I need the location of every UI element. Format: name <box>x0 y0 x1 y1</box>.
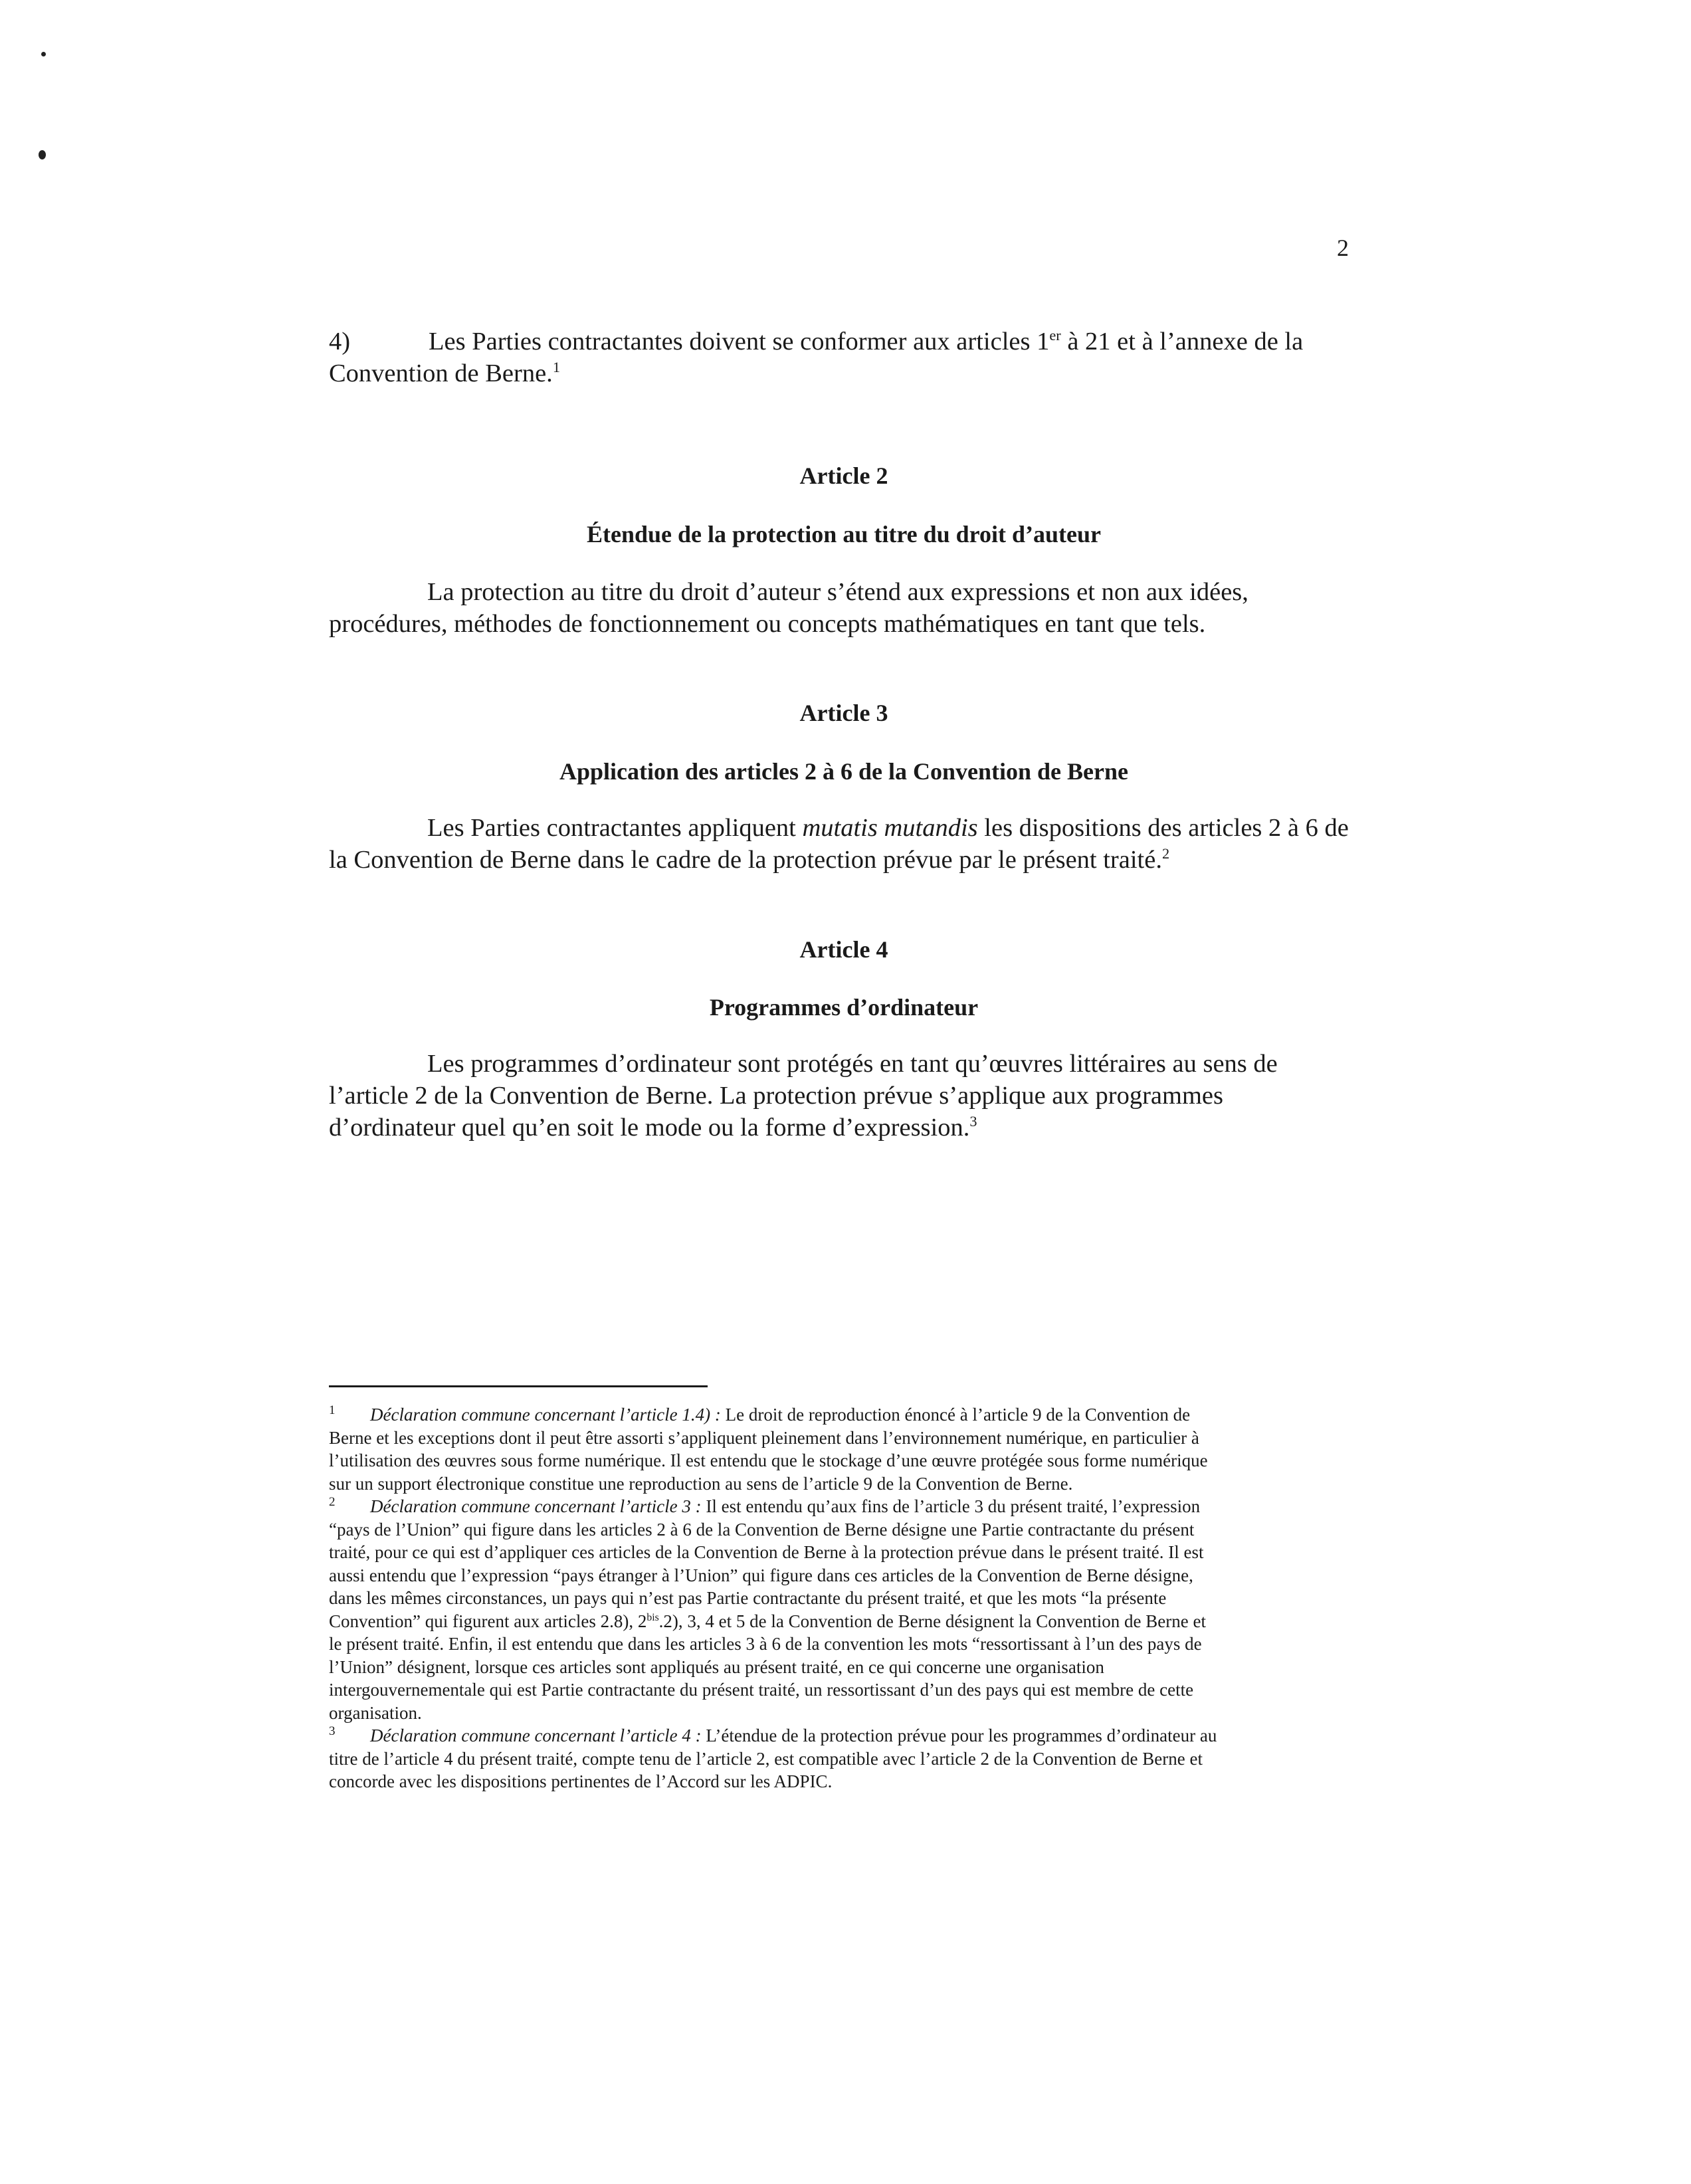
footnote-2: 2 Déclaration commune concernant l’article 3 : Il est entendu qu’aux fins de l’article 3 du présent traité, l’expression “pays de l’Union” qui figure dans les articles 2 à 6 de la Convention de Berne désigne une Partie contractante du présent traité, pour ce qui est d’appliquer ces articles de la Convention de Berne à la protection prévue dans le présent traité. Il est aussi entendu que l’expression “pays étranger à l’Union” qui figure dans ces articles de la Convention de Berne désigne, dans les mêmes circonstances, un pays qui n’est pas Partie contractante du présent traité, et que les mots “la présente Convention” qui figurent aux articles 2.8), $2^{bis}.2$), 3, 4 et 5 de la Convention de Berne désignent la Convention de Berne et le présent traité. Enfin, il est entendu que dans les articles 3 à 6 de la convention les mots “ressortissant à l’un des pays de l’Union” désignent, lorsque ces articles sont appliqués au présent traité, en ce qui concerne une organisation intergouvernementale qui est Partie contractante du présent traité, un ressortissant d’un des pays qui est membre de cette organisation. <box>329 1495 1206 1723</box>
footnotes <box>329 1403 1365 1793</box>
article-3-body: Les Parties contractantes appliquent mutatis mutandis les dispositions des articles 2 à 6 de la Convention de Berne dans le cadre de la protection prévue par le présent traité.$^2$ <box>329 814 1349 874</box>
footnote-ref-1: 1 <box>552 359 560 376</box>
page-number: 2 <box>1337 235 1349 261</box>
article-4-body: Les programmes d’ordinateur sont protégés en tant qu’œuvres littéraires au sens de l’article 2 de la Convention de Berne. La protection prévue s’applique aux programmes d’ordinateur quel qu’en soit le mode ou la forme d’expression.$^3$ <box>329 1050 1278 1142</box>
article-2-title: Article 2 <box>799 462 888 489</box>
footnote-1: 1 Déclaration commune concernant l’article 1.4) : Le droit de reproduction énoncé à l’article 9 de la Convention de Berne et les exceptions dont il peut être assorti s’appliquent pleinement dans l’environnement numérique, en particulier à l’utilisation des œuvres sous forme numérique. Il est entendu que le stockage d’une œuvre protégée sous forme numérique sur un support électronique constitue une reproduction au sens de l’article 9 de la Convention de Berne. <box>329 1403 1208 1494</box>
article-4-subtitle: Programmes d’ordinateur <box>709 994 979 1021</box>
paragraph-number: 4) <box>329 328 351 355</box>
article-2-subtitle: Étendue de la protection au titre du droit d’auteur <box>586 521 1102 547</box>
article-4-title: Article 4 <box>799 936 888 963</box>
footnote-separator <box>329 1385 708 1387</box>
footnote-ref-2: 2 <box>1161 845 1170 862</box>
article-2-body: La protection au titre du droit d’auteur s’étend aux expressions et non aux idées, procédures, méthodes de fonctionnement ou concepts mathématiques en tant que tels. <box>329 578 1248 638</box>
scan-speck <box>41 52 46 56</box>
footnote-ref-3: 3 <box>969 1113 977 1130</box>
article-3-title: Article 3 <box>799 700 888 726</box>
scan-speck <box>39 150 46 159</box>
paragraph-4: 4) Les Parties contractantes doivent se conformer aux articles 1er à 21 et à l’annexe de la Convention de Berne.$^1$ <box>329 326 1355 389</box>
article-3-subtitle: Application des articles 2 à 6 de la Convention de Berne <box>559 758 1128 785</box>
footnote-3: 3 Déclaration commune concernant l’article 4 : L’étendue de la protection prévue pour les programmes d’ordinateur au titre de l’article 4 du présent traité, compte tenu de l’article 2, est compatible avec l’article 2 de la Convention de Berne et concorde avec les dispositions pertinentes de l’Accord sur les ADPIC. <box>329 1724 1217 1791</box>
